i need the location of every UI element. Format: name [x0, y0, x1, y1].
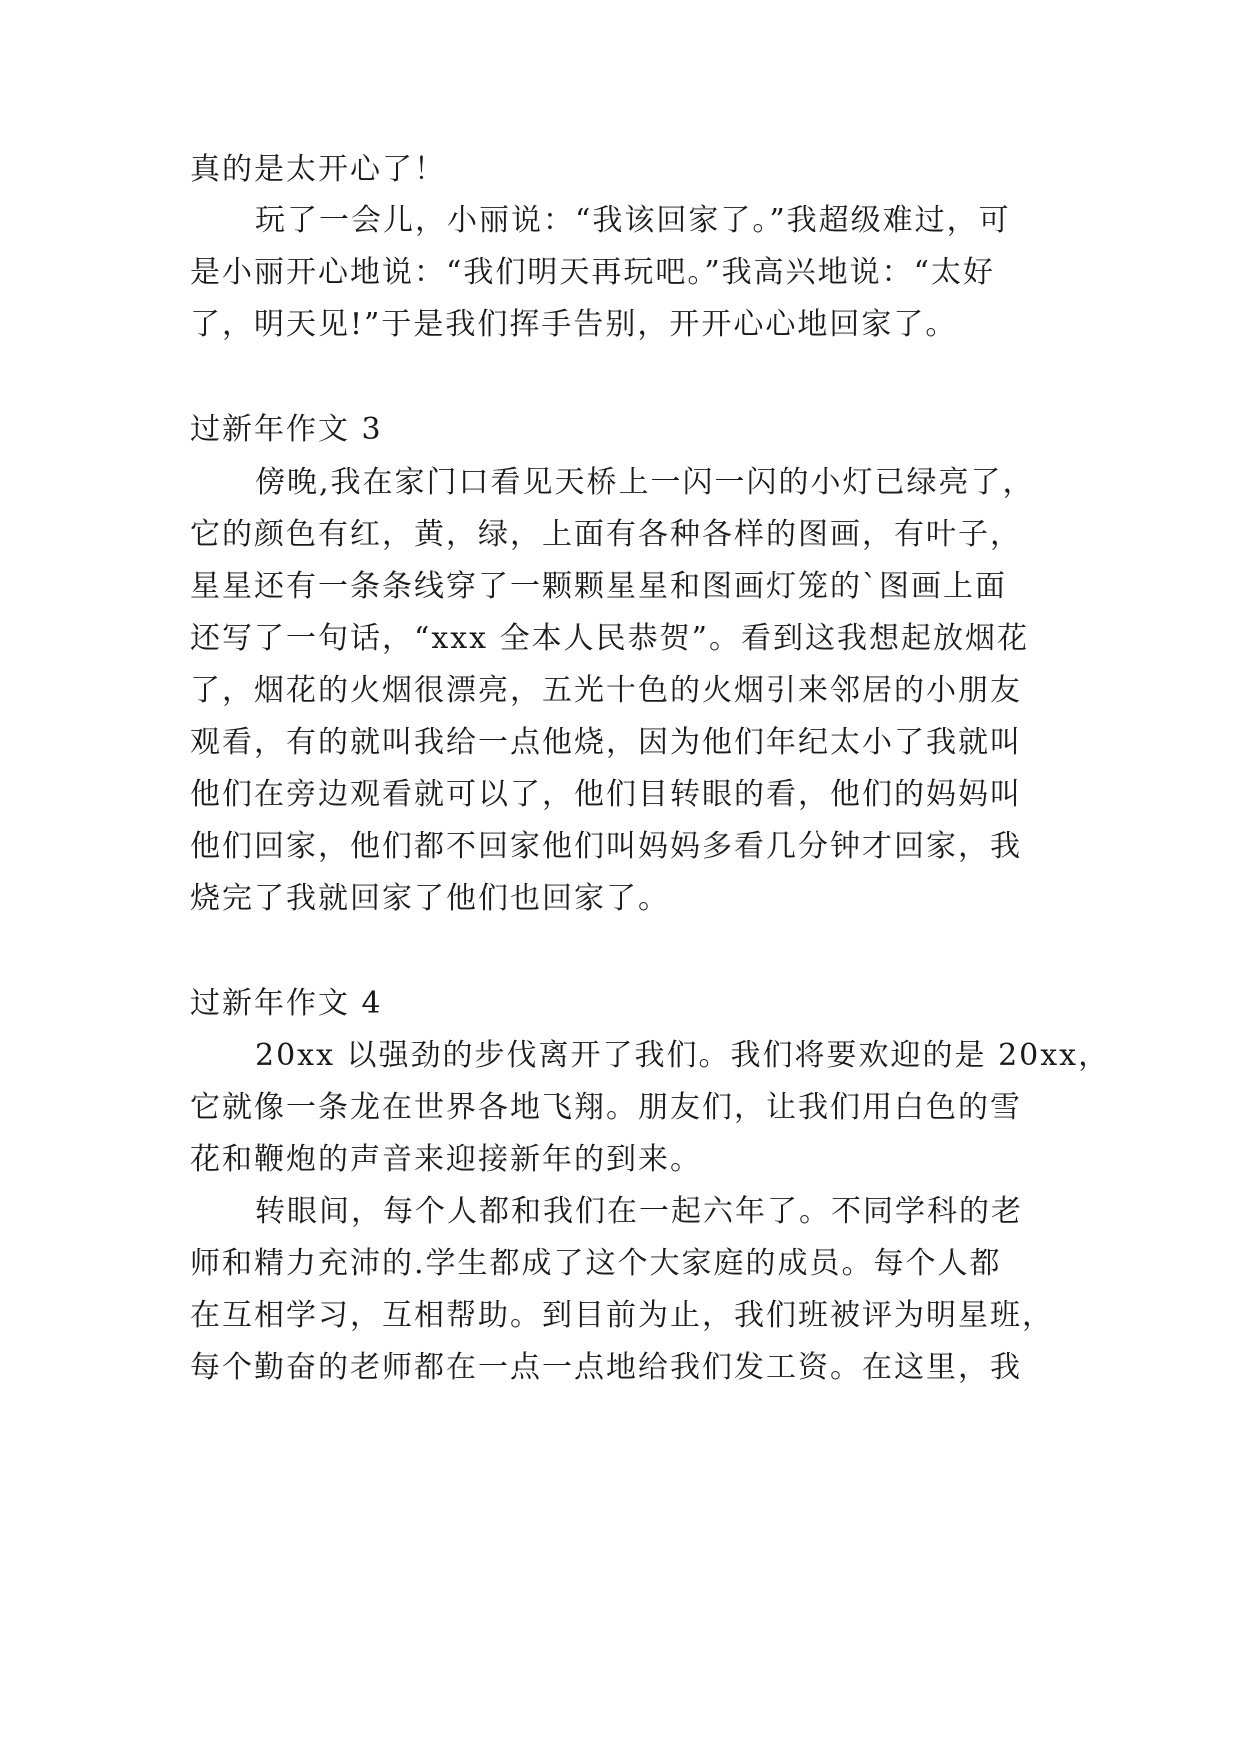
text-line: 它就像一条龙在世界各地飞翔。朋友们，让我们用白色的雪: [190, 1090, 1022, 1125]
text-line: 在互相学习，互相帮助。到目前为止，我们班被评为明星班，: [190, 1298, 1054, 1333]
paragraph-first-line: 傍晚,我在家门口看见天桥上一闪一闪的小灯已绿亮了，: [255, 465, 1035, 500]
text-line: 星星还有一条条线穿了一颗颗星星和图画灯笼的`图画上面: [190, 569, 1007, 604]
text-line: 了，烟花的火烟很漂亮，五光十色的火烟引来邻居的小朋友: [190, 673, 1022, 708]
text-line: 还写了一句话，“xxx 全本人民恭贺”。看到这我想起放烟花: [190, 621, 1029, 656]
paragraph-first-line: 玩了一会儿，小丽说：“我该回家了。”我超级难过，可: [255, 203, 1011, 238]
text-line: 每个勤奋的老师都在一点一点地给我们发工资。在这里，我: [190, 1350, 1022, 1385]
text-line: 了，明天见!”于是我们挥手告别，开开心心地回家了。: [190, 307, 958, 342]
paragraph-first-line: 20xx 以强劲的步伐离开了我们。我们将要欢迎的是 20xx，: [255, 1038, 1111, 1073]
text-line: 它的颜色有红，黄，绿，上面有各种各样的图画，有叶子，: [190, 517, 1022, 552]
text-line: 师和精力充沛的.学生都成了这个大家庭的成员。每个人都: [190, 1246, 1002, 1281]
paragraph-first-line: 转眼间，每个人都和我们在一起六年了。不同学科的老: [255, 1194, 1023, 1229]
text-line: 是小丽开心地说：“我们明天再玩吧。”我高兴地说：“太好: [190, 255, 996, 290]
text-line: 花和鞭炮的声音来迎接新年的到来。: [190, 1142, 702, 1177]
text-line: 真的是太开心了！: [190, 152, 446, 187]
text-line: 烧完了我就回家了他们也回家了。: [190, 881, 670, 916]
text-line: 他们在旁边观看就可以了，他们目转眼的看，他们的妈妈叫: [190, 777, 1022, 812]
text-line: 他们回家，他们都不回家他们叫妈妈多看几分钟才回家，我: [190, 829, 1022, 864]
text-line: 观看，有的就叫我给一点他烧，因为他们年纪太小了我就叫: [190, 725, 1022, 760]
section-heading: 过新年作文 4: [190, 986, 383, 1021]
section-heading: 过新年作文 3: [190, 412, 383, 447]
